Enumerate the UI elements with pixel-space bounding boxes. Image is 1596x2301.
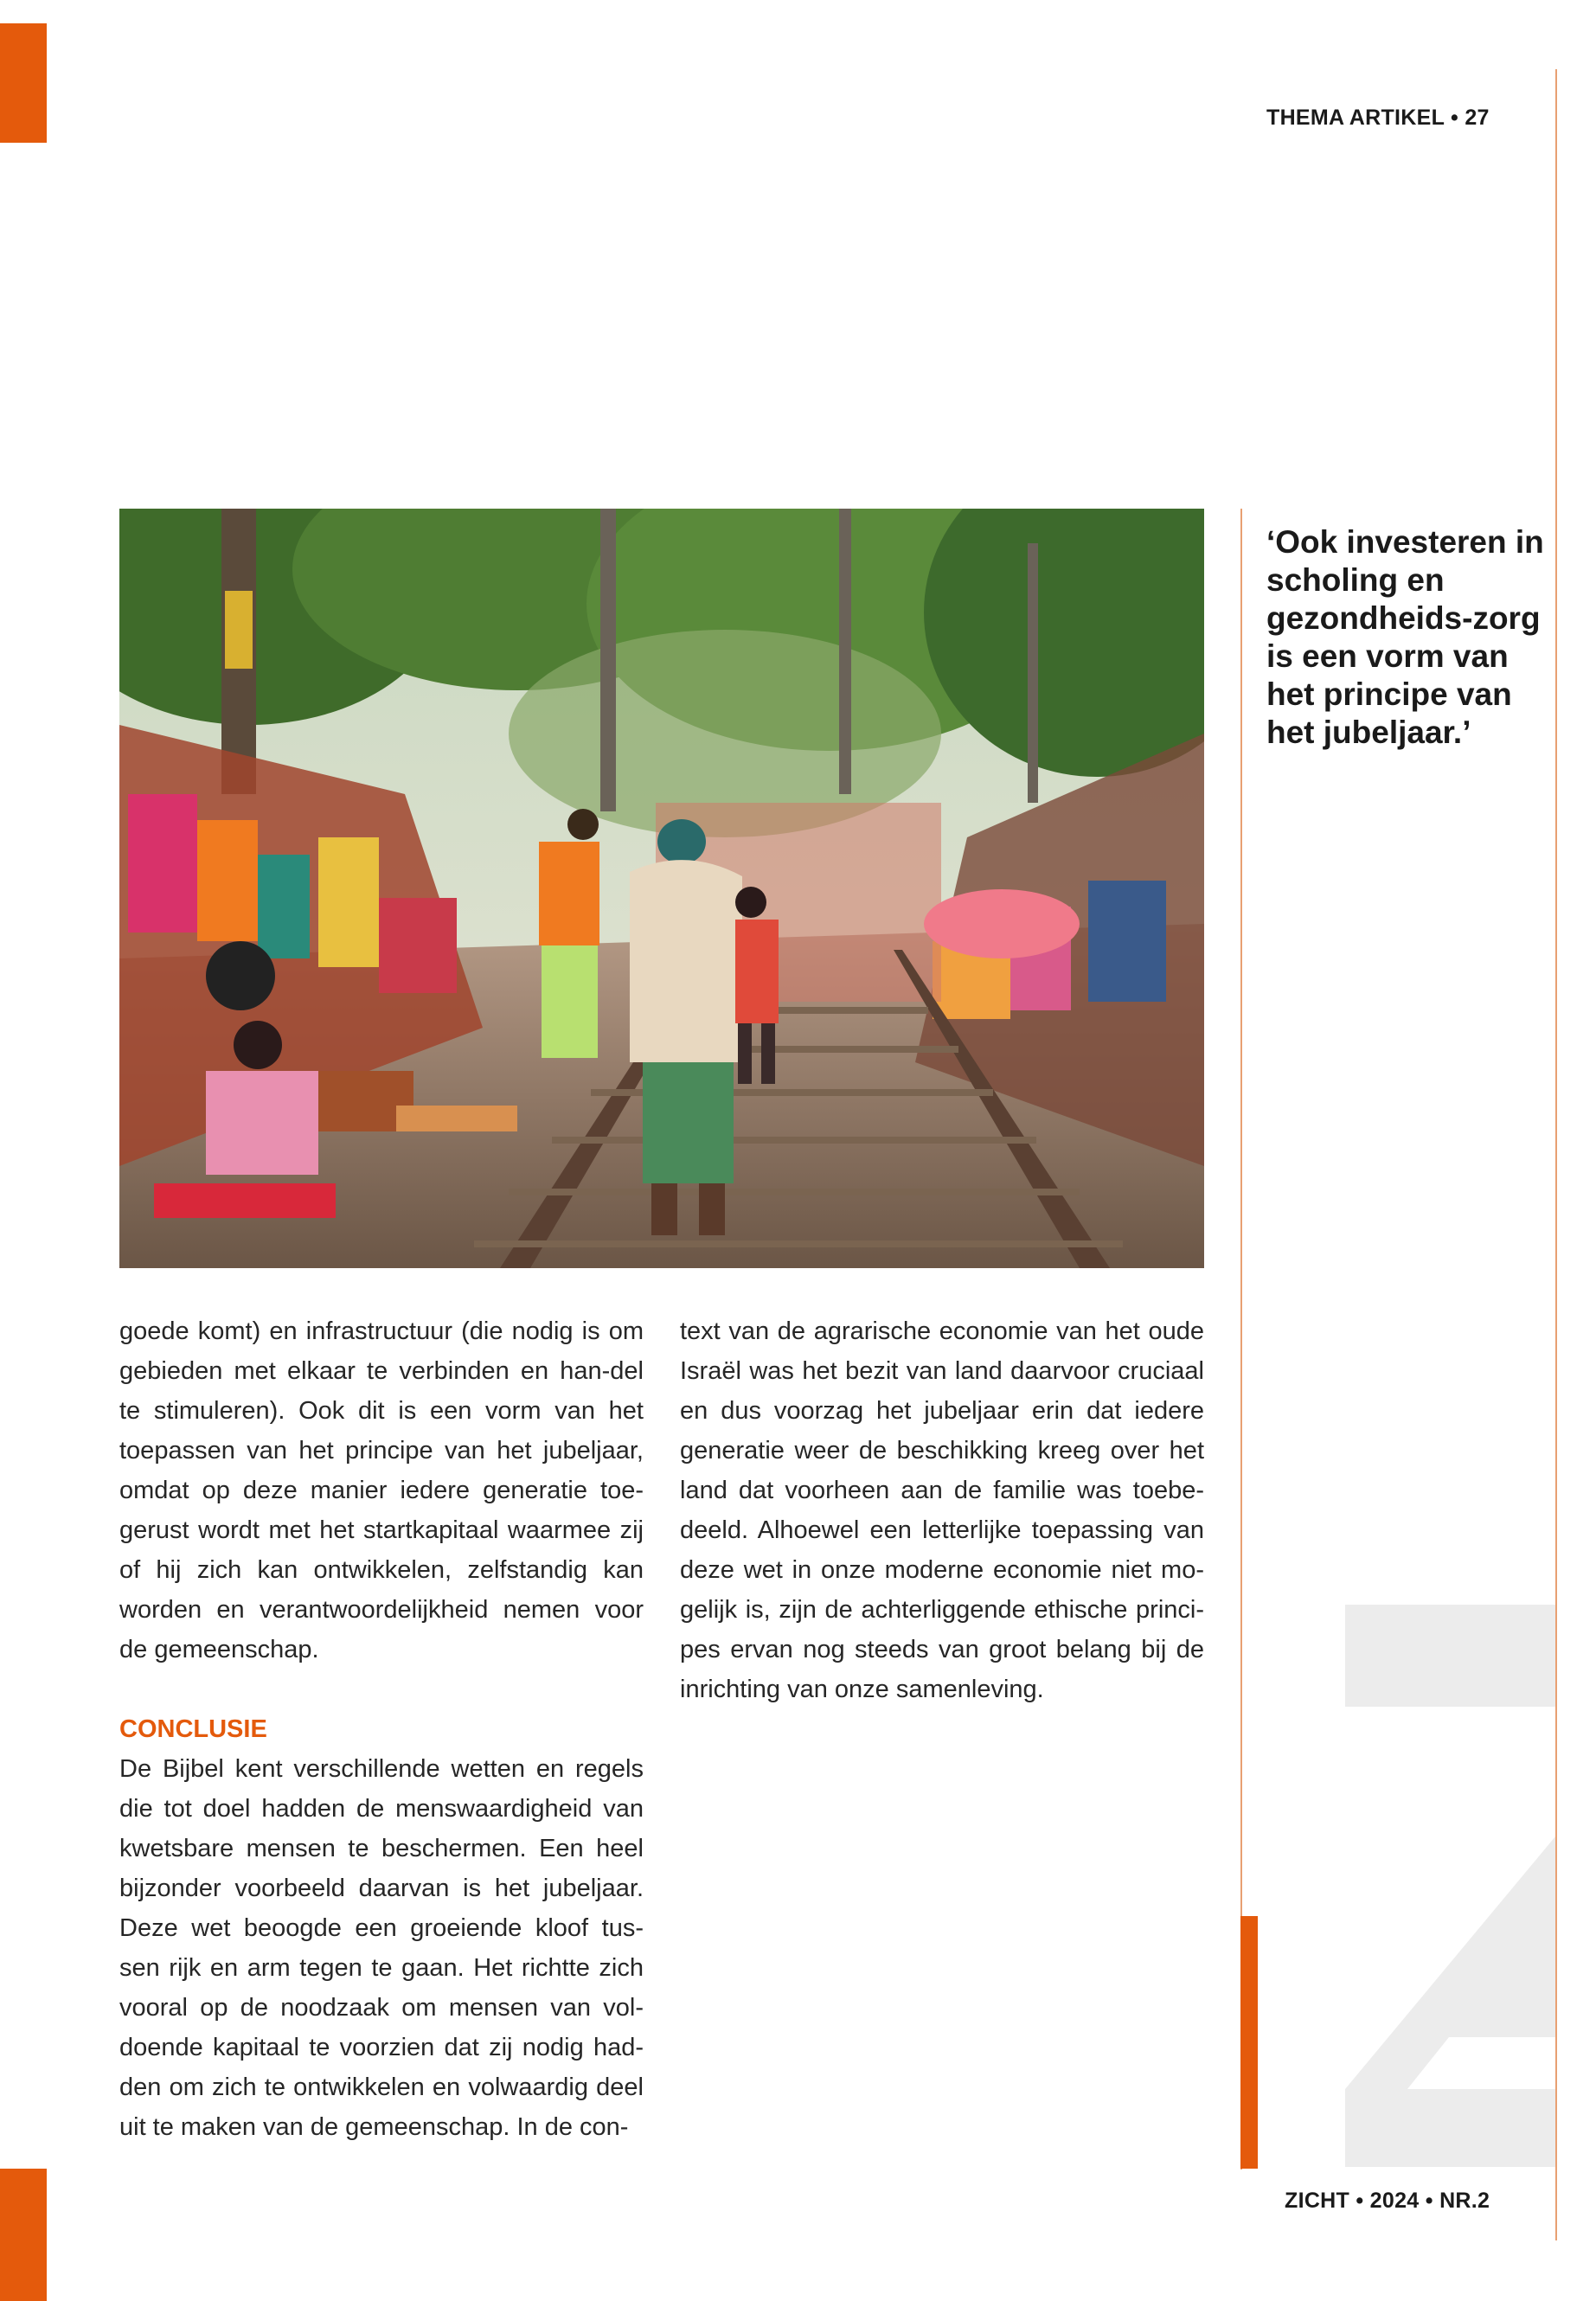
header-section: THEMA ARTIKEL: [1266, 106, 1445, 130]
running-header: [1266, 106, 1490, 131]
footer-separator: •: [1425, 2189, 1433, 2213]
section-heading: CONCLUSIE: [119, 1715, 267, 1743]
article-column-left: [119, 1311, 644, 2147]
body-paragraph: De Bijbel kent verschillende wetten en regels die tot doel hadden de menswaardigheid van kwetsbare mensen te beschermen. Een heel bijzonder voorbeeld daarvan is het jubeljaar. Deze wet beoogde een groeiende kloof tus-sen rijk en arm tegen te gaan. Het richtte zich vooral op de noodzaak om mensen van vol-doende kapitaal te voorzien dat zij nodig had-den om zich te ontwikkelen en volwaardig deel uit te maken van de gemeenschap. In de con-: [119, 1755, 644, 2141]
body-paragraph: text van de agrarische economie van het oude Israël was het bezit van land daarvoor cruciaal en dus voorzag het jubeljaar erin dat iedere generatie weer de beschikking kreeg over het land dat voorheen aan de familie was toebe-deeld. Alhoewel een letterlijke toepassing van deze wet in onze moderne economie niet mo-gelijk is, zijn de achterliggende ethische princi-pes ervan nog steeds van groot belang bij de inrichting van onze samenleving.: [680, 1317, 1204, 1703]
footer-magazine: ZICHT: [1285, 2189, 1350, 2213]
body-paragraph: goede komt) en infrastructuur (die nodig is om gebieden met elkaar te verbinden en han-del te stimuleren). Ook dit is een vorm van het toepassen van het principe van het jubeljaar, omdat op deze manier iedere generatie toe-gerust wordt met het startkapitaal waarmee zij of hij zich kan ontwikkelen, zelfstandig kan worden en verantwoordelijkheid nemen voor de gemeenschap.: [119, 1317, 644, 1663]
header-separator: •: [1451, 106, 1459, 130]
footer-issue: NR.2: [1439, 2189, 1490, 2213]
running-footer: [1285, 2189, 1490, 2214]
article-column-right: [680, 1311, 1204, 1709]
decorative-z-shape: [1345, 1605, 1555, 2167]
quote-accent-bar: [1240, 1916, 1258, 2169]
footer-separator: •: [1356, 2189, 1364, 2213]
page-number: 27: [1465, 106, 1490, 130]
footer-year: 2024: [1369, 2189, 1420, 2213]
bottom-accent-tab: [0, 2169, 47, 2301]
right-margin-rule: [1555, 69, 1557, 2240]
top-accent-tab: [0, 23, 47, 143]
railway-market-photo: [119, 509, 1204, 1268]
pull-quote: ‘Ook investeren in scholing en gezondheids-zorg is een vorm van het principe van het jubeljaar.’: [1266, 524, 1544, 750]
